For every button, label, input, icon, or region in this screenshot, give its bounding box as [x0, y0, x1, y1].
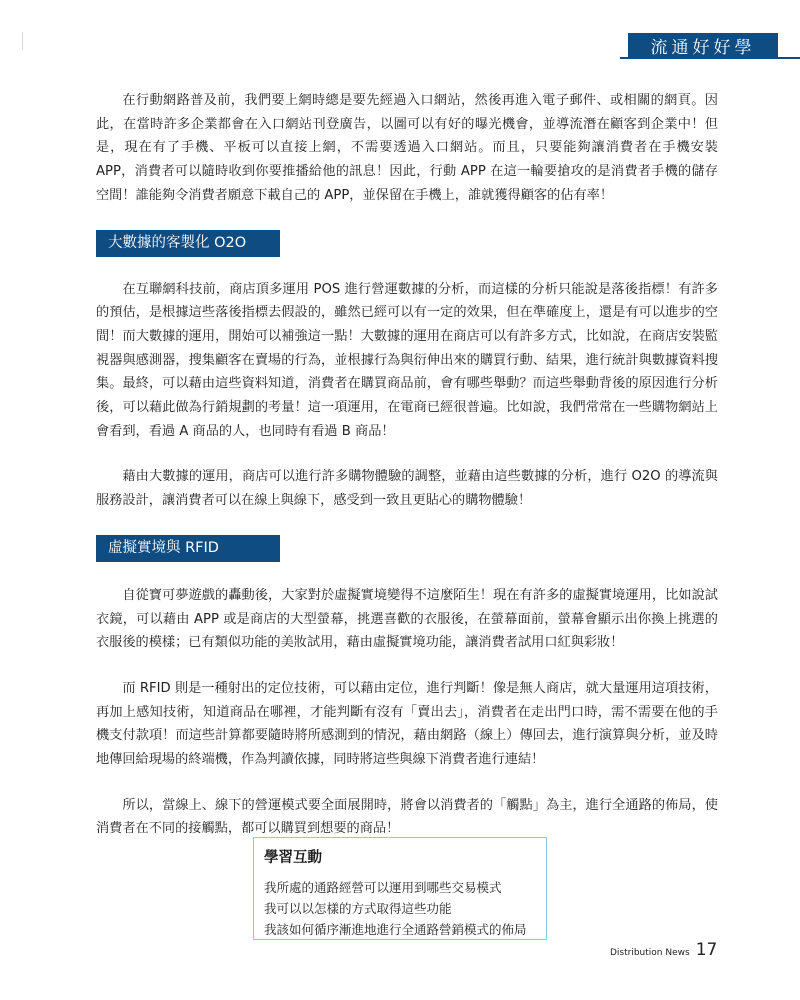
page-number: 17: [695, 940, 718, 960]
learning-box-title: 學習互動: [264, 850, 322, 866]
intro-paragraph: 在行動網路普及前，我們要上網時總是要先經過入口網站，然後再進入電子郵件、或相關的網頁。因此，在當時許多企業都會在入口網站刊登廣告，以圖可以有好的曝光機會，並導流潛在顧客到企業中！但是，現在有了手機、平板可以直接上網，不需要透過入口網站。而且，只要能夠讓消費者在手機安裝 APP，消費者可以隨時收到你要推播給他的訊息！因此，行動 APP 在這一輪要搶攻的是消費者手機的儲存空間！誰能夠令消費者願意下載自己的 APP，並保留在手機上，誰就獲得顧客的佔有率！: [96, 93, 718, 203]
learning-item: 我該如何循序漸進地進行全通路營銷模式的佈局: [264, 922, 527, 937]
page-footer: [610, 940, 717, 960]
learning-item: 我可以以怎樣的方式取得這些功能: [264, 901, 452, 916]
omnichannel-paragraph: 所以，當線上、線下的營運模式要全面展開時，將會以消費者的「觸點」為主，進行全通路的佈局，使消費者在不同的接觸點，都可以購買到想要的商品！: [96, 797, 718, 837]
section-heading-big-data: 大數據的客製化 O2O: [96, 230, 280, 257]
publication-name: Distribution News: [610, 948, 690, 958]
section-label: 流通好好學: [628, 33, 778, 58]
learning-interaction-box: [253, 837, 547, 940]
section-heading-vr-rfid: 虛擬實境與 RFID: [96, 535, 280, 562]
big-data-paragraph-1: 在互聯網科技前，商店頂多運用 POS 進行營運數據的分析，而這樣的分析只能說是落後指標！有許多的預估，是根據這些落後指標去假設的，雖然已經可以有一定的效果，但在準確度上，還是有可以進步的空間！而大數據的運用，開始可以補強這一點！大數據的運用在商店可以有許多方式，比如說，在商店安裝監視器與感測器，搜集顧客在賣場的行為，並根據行為與衍伸出來的購買行動、結果，進行統計與數據資料搜集。最終，可以藉由這些資料知道，消費者在購買商品前，會有哪些舉動？而這些舉動背後的原因進行分析後，可以藉此做為行銷規劃的考量！這一項運用，在電商已經很普遍。比如說，我們常常在一些購物網站上會看到，看過 A 商品的人，也同時有看過 B 商品！: [96, 281, 718, 439]
rfid-paragraph: 而 RFID 則是一種射出的定位技術，可以藉由定位，進行判斷！像是無人商店，就大量運用這項技術，再加上感知技術，知道商品在哪裡，才能判斷有沒有「賣出去」，消費者在走出門口時，需不需要在他的手機支付款項！而這些計算都要隨時將所感測到的情況，藉由網路（線上）傳回去，進行演算與分析，並及時地傳回給現場的終端機，作為判讀依據，同時將這些與線下消費者進行連結！: [96, 680, 718, 768]
learning-item: 我所處的通路經營可以運用到哪些交易模式: [264, 880, 502, 895]
page-edge-mark: [22, 32, 23, 50]
big-data-paragraph-2: 藉由大數據的運用，商店可以進行許多購物體驗的調整，並藉由這些數據的分析，進行 O2O 的導流與服務設計，讓消費者可以在線上與線下，感受到一致且更貼心的購物體驗！: [96, 469, 718, 509]
article-body: [96, 89, 718, 841]
vr-paragraph: 自從寶可夢遊戲的轟動後，大家對於虛擬實境變得不這麼陌生！現在有許多的虛擬實境運用，比如說試衣鏡，可以藉由 APP 或是商店的大型螢幕，挑選喜歡的衣服後，在螢幕面前，螢幕會顯示出你換上挑選的衣服後的模樣；已有類似功能的美妝試用，藉由虛擬實境功能，讓消費者試用口紅與彩妝！: [96, 587, 718, 651]
